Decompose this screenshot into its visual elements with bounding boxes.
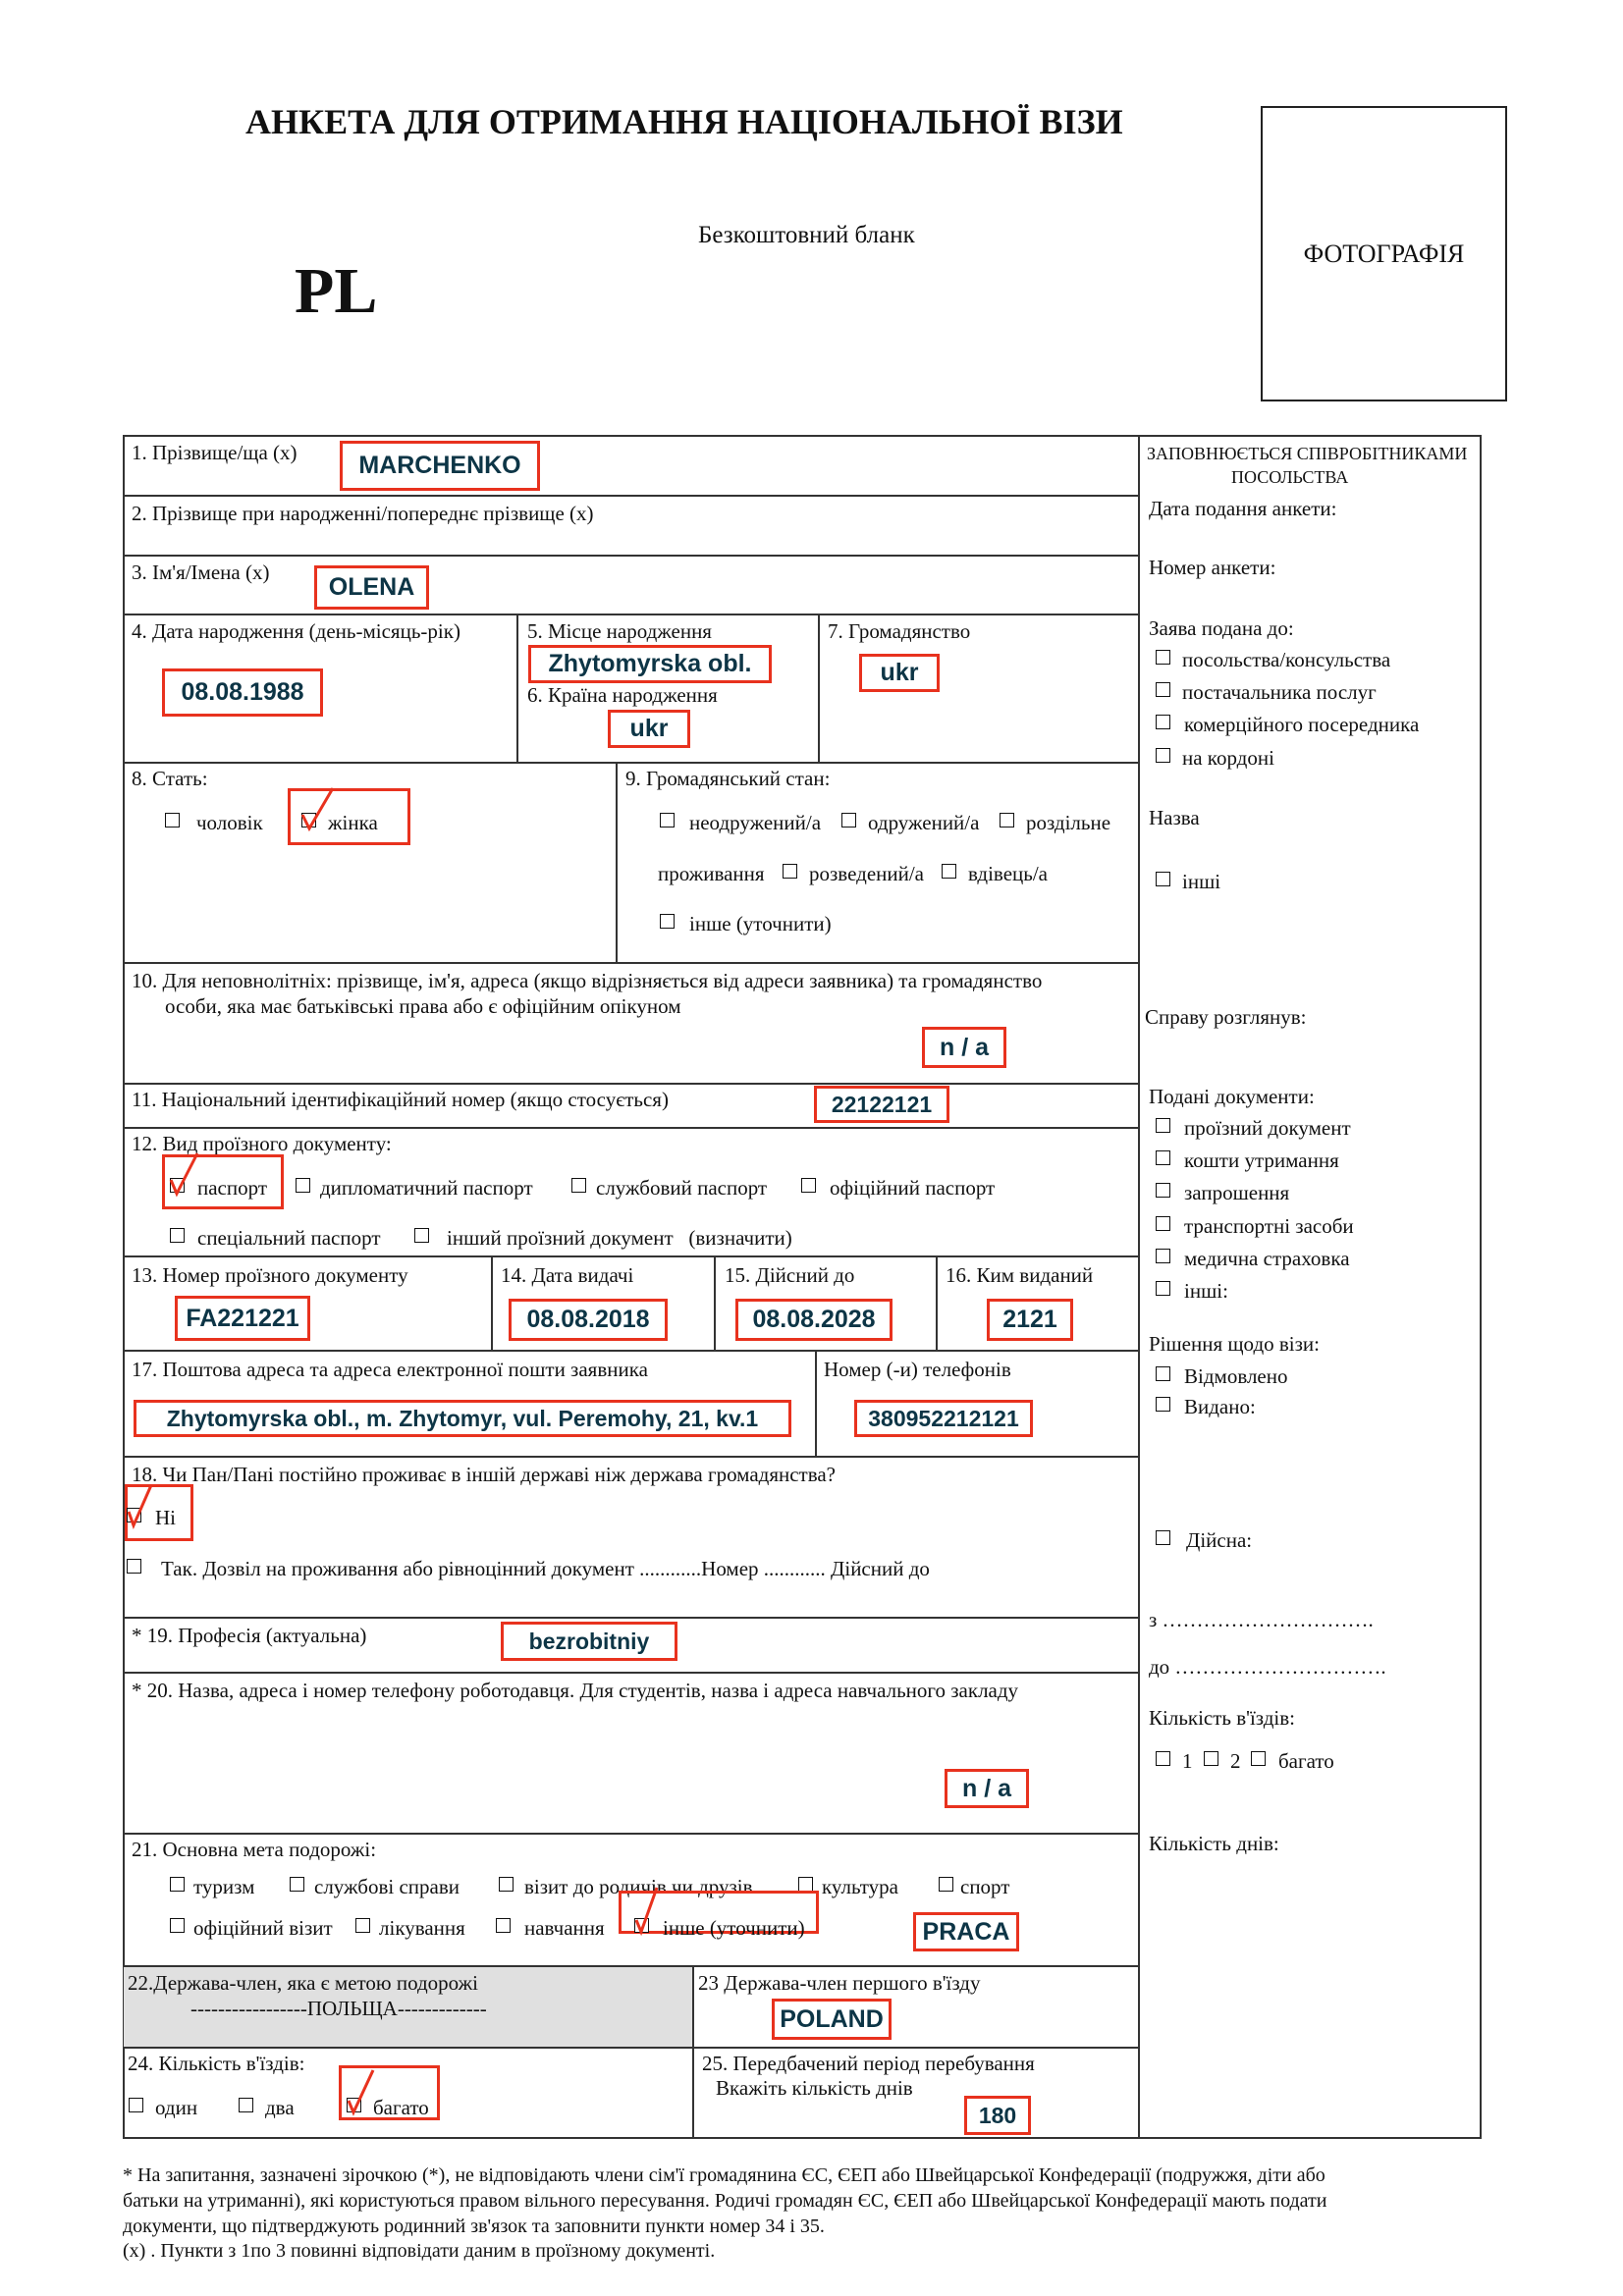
purpose-other-label: інше (уточнити): [663, 1916, 805, 1940]
family-visit-label: візит до родичів чи друзів: [524, 1875, 753, 1898]
office-entries-2-checkbox[interactable]: [1204, 1751, 1218, 1766]
issue-date-label: 14. Дата видачі: [501, 1263, 634, 1287]
office-border-checkbox[interactable]: [1156, 748, 1170, 763]
office-doc-checkbox[interactable]: [1156, 1216, 1170, 1231]
divider: [123, 1083, 1138, 1085]
divorced-label: розведений/а: [809, 862, 925, 885]
office-embassy-label: посольства/консульства: [1182, 648, 1391, 671]
residence-yes-checkbox[interactable]: [127, 1559, 141, 1574]
guardian-label-2: особи, яка має батьківські права або є офіційним опікуном: [165, 994, 681, 1018]
doc-type-label: 12. Вид проїзного документу:: [132, 1132, 392, 1155]
office-entries-2-label: 2: [1230, 1749, 1241, 1773]
divider: [516, 614, 518, 762]
office-date-label: Дата подання анкети:: [1149, 497, 1337, 520]
divider: [936, 1255, 938, 1350]
tourism-checkbox[interactable]: [170, 1877, 185, 1892]
widowed-checkbox[interactable]: [942, 864, 956, 879]
divider: [123, 1965, 1138, 1967]
entries-one-checkbox[interactable]: [129, 2098, 143, 2112]
office-doc-checkbox[interactable]: [1156, 1150, 1170, 1165]
valid-until-label: 15. Дійсний до: [725, 1263, 855, 1287]
divider: [123, 1127, 1138, 1129]
surname-field[interactable]: MARCHENKO: [340, 441, 540, 491]
office-doc-label: інші:: [1184, 1279, 1228, 1303]
diplomatic-passport-checkbox[interactable]: [296, 1178, 310, 1193]
birth-country-field[interactable]: ukr: [608, 710, 690, 748]
profession-label: * 19. Професія (актуальна): [132, 1624, 367, 1647]
employer-label: * 20. Назва, адреса і номер телефону роботодавця. Для студентів, назва і адреса навчального закладу: [132, 1679, 1019, 1702]
office-submitted-label: Заява подана до:: [1149, 616, 1294, 640]
address-field[interactable]: Zhytomyrska obl., m. Zhytomyr, vul. Peremohy, 21, kv.1: [134, 1400, 791, 1437]
footnote-line-4: (x) . Пункти з 1по 3 повинні відповідати даним в проїзному документі.: [123, 2240, 716, 2262]
divider: [692, 1965, 694, 2139]
office-doc-checkbox[interactable]: [1156, 1118, 1170, 1133]
office-provider-label: постачальника послуг: [1182, 680, 1377, 704]
office-embassy-checkbox[interactable]: [1156, 650, 1170, 665]
divider: [123, 1255, 1138, 1257]
office-doc-label: проїзний документ: [1184, 1116, 1351, 1140]
national-id-field[interactable]: 22122121: [814, 1086, 949, 1123]
civil-status-label: 9. Громадянський стан:: [625, 767, 831, 790]
office-from-label: з ………………………….: [1149, 1608, 1374, 1631]
form-subtitle: Безкоштовний бланк: [698, 222, 915, 248]
civil-other-label: інше (уточнити): [689, 912, 832, 935]
divider: [123, 1833, 1138, 1835]
purpose-field[interactable]: PRACA: [913, 1912, 1019, 1951]
separated-label: роздільне: [1026, 811, 1111, 834]
doc-number-label: 13. Номер проїзного документу: [132, 1263, 408, 1287]
office-valid-label: Дійсна:: [1186, 1528, 1253, 1552]
residence-yes-label: Так. Дозвіл на проживання або рівноцінний документ ............Номер ............ Дійсний до: [161, 1557, 930, 1580]
footnote-line-3: документи, що підтверджують родинний зв'язок та заповнити пункти номер 34 і 35.: [123, 2216, 825, 2237]
divider: [818, 614, 820, 762]
office-entries-many-label: багато: [1278, 1749, 1334, 1773]
business-label: службові справи: [314, 1875, 460, 1898]
culture-checkbox[interactable]: [798, 1877, 813, 1892]
office-refused-label: Відмовлено: [1184, 1364, 1288, 1388]
entries-two-checkbox[interactable]: [239, 2098, 253, 2112]
issue-date-field[interactable]: 08.08.2018: [509, 1299, 668, 1341]
office-doc-label: кошти утримання: [1184, 1148, 1339, 1172]
married-label: одружений/а: [868, 811, 980, 834]
divider: [123, 495, 1138, 497]
study-label: навчання: [524, 1916, 605, 1940]
entries-two-label: два: [265, 2096, 295, 2119]
business-checkbox[interactable]: [290, 1877, 304, 1892]
official-passport-checkbox[interactable]: [801, 1178, 816, 1193]
office-doc-label: транспортні засоби: [1184, 1214, 1354, 1238]
sport-checkbox[interactable]: [939, 1877, 953, 1892]
divider: [123, 614, 1138, 615]
civil-other-checkbox[interactable]: [660, 914, 675, 929]
divider: [1138, 435, 1140, 2139]
other-doc-label: інший проїзний документ (визначити): [447, 1226, 792, 1250]
medical-label: лікування: [379, 1916, 465, 1940]
special-passport-label: спеціальний паспорт: [197, 1226, 381, 1250]
divider: [123, 555, 1138, 557]
doc-number-field[interactable]: FA221221: [175, 1296, 310, 1341]
office-border-label: на кордоні: [1182, 746, 1274, 770]
office-entries-1-checkbox[interactable]: [1156, 1751, 1170, 1766]
office-other-label: інші: [1182, 870, 1221, 893]
separated-checkbox[interactable]: [1000, 813, 1014, 828]
divorced-checkbox[interactable]: [783, 864, 797, 879]
office-valid-checkbox[interactable]: [1156, 1530, 1170, 1545]
office-entries-many-checkbox[interactable]: [1251, 1751, 1266, 1766]
office-reviewed-label: Справу розглянув:: [1145, 1005, 1307, 1029]
office-docs-label: Подані документи:: [1149, 1085, 1315, 1108]
office-to-label: до ………………………….: [1149, 1655, 1386, 1679]
married-checkbox[interactable]: [841, 813, 856, 828]
footnote-line-2: батьки на утриманні), які користуються правом вільного пересування. Родичі громадян ЄС, ЄЕП або Швейцарської Конфедерації мають подати: [123, 2190, 1327, 2212]
office-name-label: Назва: [1149, 806, 1200, 829]
office-refused-checkbox[interactable]: [1156, 1366, 1170, 1381]
birth-surname-label: 2. Прізвище при народженні/попереднє прізвище (x): [132, 502, 594, 525]
surname-label: 1. Прізвище/ща (x): [132, 441, 298, 464]
separated-label-2: проживання: [658, 862, 765, 885]
national-id-label: 11. Національний ідентифікаційний номер (якщо стосується): [132, 1088, 669, 1111]
entries-many-label: багато: [373, 2096, 429, 2119]
divider: [714, 1255, 716, 1350]
residence-no-label: Ні: [155, 1506, 176, 1529]
single-checkbox[interactable]: [660, 813, 675, 828]
office-provider-checkbox[interactable]: [1156, 682, 1170, 697]
issued-by-field[interactable]: 2121: [987, 1299, 1073, 1341]
tourism-label: туризм: [193, 1875, 255, 1898]
stay-days-field[interactable]: 180: [964, 2096, 1031, 2135]
sex-label: 8. Стать:: [132, 767, 208, 790]
divider: [123, 762, 1138, 764]
purpose-label: 21. Основна мета подорожі:: [132, 1838, 377, 1861]
office-doc-label: запрошення: [1184, 1181, 1290, 1204]
entries-label: 24. Кількість в'їздів:: [128, 2052, 305, 2075]
sex-male-checkbox[interactable]: [165, 813, 180, 828]
medical-checkbox[interactable]: [355, 1918, 370, 1933]
office-doc-checkbox[interactable]: [1156, 1249, 1170, 1263]
divider: [123, 1672, 1138, 1674]
first-entry-label: 23 Держава-член першого в'їзду: [698, 1971, 981, 1995]
sport-label: спорт: [960, 1875, 1010, 1898]
office-issued-checkbox[interactable]: [1156, 1397, 1170, 1412]
first-entry-field[interactable]: POLAND: [772, 1999, 892, 2040]
valid-until-field[interactable]: 08.08.2028: [735, 1299, 893, 1341]
office-days-label: Кількість днів:: [1149, 1832, 1279, 1855]
employer-field[interactable]: n / a: [945, 1769, 1029, 1808]
birth-place-field[interactable]: Zhytomyrska obl.: [528, 645, 772, 683]
service-passport-label: службовий паспорт: [596, 1176, 768, 1200]
phone-label: Номер (-и) телефонів: [824, 1358, 1011, 1381]
office-doc-checkbox[interactable]: [1156, 1183, 1170, 1198]
divider: [815, 1350, 817, 1456]
office-intermediary-label: комерційного посередника: [1184, 713, 1420, 736]
culture-label: культура: [822, 1875, 898, 1898]
office-entries-label: Кількість в'їздів:: [1149, 1706, 1295, 1730]
study-checkbox[interactable]: [496, 1918, 511, 1933]
birth-date-label: 4. Дата народження (день-місяць-рік): [132, 619, 460, 643]
guardian-field[interactable]: n / a: [922, 1027, 1006, 1068]
citizenship-label: 7. Громадянство: [828, 619, 971, 643]
official-passport-label: офіційний паспорт: [830, 1176, 996, 1200]
office-entries-1-label: 1: [1182, 1749, 1193, 1773]
photo-box: ФОТОГРАФІЯ: [1261, 106, 1507, 401]
divider: [123, 962, 1138, 964]
footnote-line-1: * На запитання, зазначені зірочкою (*), не відповідають члени сім'ї громадянина ЄС, ЄЕП або Швейцарської Конфедерації (подружжя, діти або: [123, 2164, 1325, 2186]
office-doc-checkbox[interactable]: [1156, 1281, 1170, 1296]
office-title-2: ПОСОЛЬСТВА: [1231, 467, 1349, 487]
divider: [123, 1350, 1138, 1352]
form-title: АНКЕТА ДЛЯ ОТРИМАННЯ НАЦІОНАЛЬНОЇ ВІЗИ: [245, 102, 1123, 141]
citizenship-field[interactable]: ukr: [859, 654, 940, 692]
other-doc-checkbox[interactable]: [414, 1228, 429, 1243]
passport-label: паспорт: [197, 1176, 268, 1200]
divider: [123, 1456, 1138, 1458]
first-name-label: 3. Ім'я/Імена (x): [132, 561, 270, 584]
sex-male-label: чоловік: [196, 811, 263, 834]
guardian-label: 10. Для неповнолітніх: прізвище, ім'я, адреса (якщо відрізняється від адреси заявника) та громадянство: [132, 969, 1043, 992]
office-decision-label: Рішення щодо візи:: [1149, 1332, 1321, 1356]
sex-female-label: жінка: [328, 811, 378, 834]
divider: [123, 1617, 1138, 1619]
birth-place-label: 5. Місце народження: [527, 619, 712, 643]
phone-field[interactable]: 380952212121: [854, 1400, 1033, 1437]
profession-field[interactable]: bezrobitniy: [501, 1622, 677, 1661]
office-number-label: Номер анкети:: [1149, 556, 1276, 579]
widowed-label: вдівець/а: [968, 862, 1048, 885]
stay-days-label: Вкажіть кількість днів: [716, 2076, 913, 2100]
service-passport-checkbox[interactable]: [571, 1178, 586, 1193]
office-intermediary-checkbox[interactable]: [1156, 715, 1170, 729]
address-label: 17. Поштова адреса та адреса електронної пошти заявника: [132, 1358, 648, 1381]
stay-period-label: 25. Передбачений період перебування: [702, 2052, 1035, 2075]
special-passport-checkbox[interactable]: [170, 1228, 185, 1243]
country-code: PL: [295, 255, 378, 327]
diplomatic-passport-label: дипломатичний паспорт: [320, 1176, 533, 1200]
divider: [616, 762, 618, 962]
office-doc-label: медична страховка: [1184, 1247, 1350, 1270]
checkmark-icon: [299, 785, 339, 832]
destination-label: 22.Держава-член, яка є метою подорожі: [128, 1971, 478, 1995]
office-title: ЗАПОВНЮЄТЬСЯ СПІВРОБІТНИКАМИ: [1147, 444, 1468, 463]
birth-country-label: 6. Країна народження: [527, 683, 718, 707]
destination-value: -----------------ПОЛЬЩА-------------: [190, 1997, 487, 2020]
single-label: неодружений/а: [689, 811, 822, 834]
divider: [123, 2047, 1138, 2049]
family-visit-checkbox[interactable]: [499, 1877, 514, 1892]
birth-date-field[interactable]: 08.08.1988: [162, 668, 323, 717]
official-visit-checkbox[interactable]: [170, 1918, 185, 1933]
office-other-checkbox[interactable]: [1156, 872, 1170, 886]
official-visit-label: офіційний візит: [193, 1916, 333, 1940]
first-name-field[interactable]: OLENA: [314, 565, 429, 610]
residence-question: 18. Чи Пан/Пані постійно проживає в іншій державі ніж держава громадянства?: [132, 1463, 836, 1486]
entries-one-label: один: [155, 2096, 198, 2119]
office-issued-label: Видано:: [1184, 1395, 1256, 1418]
issued-by-label: 16. Ким виданий: [946, 1263, 1094, 1287]
divider: [491, 1255, 493, 1350]
